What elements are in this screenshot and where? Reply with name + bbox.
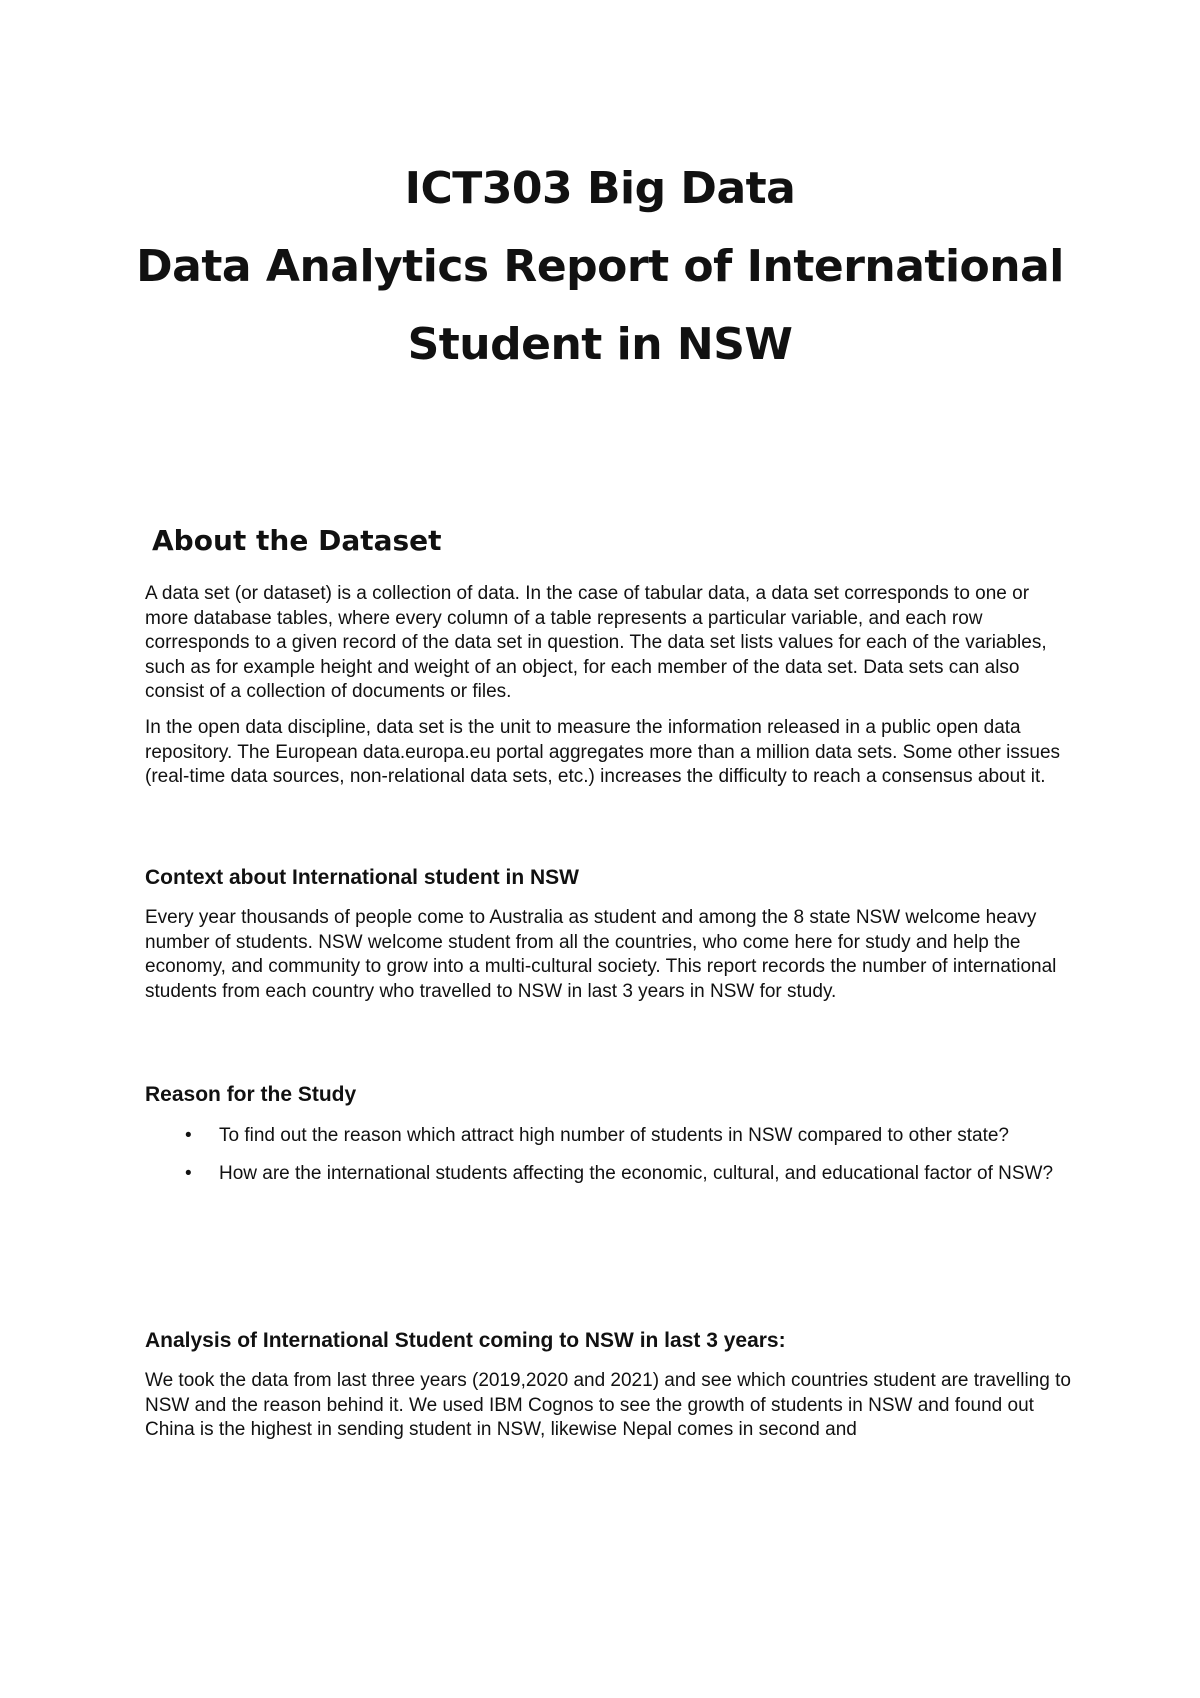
list-item: [145, 1124, 1075, 1149]
about-paragraph-2: In the open data discipline, data set is the unit to measure the information released in a public open data repository. The European data.europa.eu portal aggregates more than a million data sets. Some other issues (real-time data sources, non-relational data sets, etc.) increases the difficulty to reach a consensus about it.: [145, 717, 1061, 787]
title-line-1: ICT303 Big Data: [404, 163, 796, 214]
context-paragraph: Every year thousands of people come to Australia as student and among the 8 state NSW welcome heavy number of students. NSW welcome student from all the countries, who come here for study and help the economy, and community to grow into a multi-cultural society. This report records the number of international students from each country who travelled to NSW in last 3 years in NSW for study.: [145, 907, 1057, 1002]
reason-list: [145, 1124, 1075, 1199]
reason-item-text: To find out the reason which attract high number of students in NSW compared to other state?: [219, 1125, 1009, 1146]
context-heading: Context about International student in NSW: [145, 866, 579, 889]
list-item: [145, 1162, 1075, 1187]
analysis-heading: Analysis of International Student coming to NSW in last 3 years:: [145, 1329, 786, 1352]
analysis-paragraph: We took the data from last three years (2019,2020 and 2021) and see which countries student are travelling to NSW and the reason behind it. We used IBM Cognos to see the growth of students in NSW and found out China is the highest in sending student in NSW, likewise Nepal comes in second and: [145, 1370, 1071, 1440]
document-title: [0, 150, 1200, 384]
title-line-3: Student in NSW: [407, 319, 793, 370]
bullet-icon: •: [185, 1162, 192, 1184]
bullet-icon: •: [185, 1125, 192, 1146]
title-line-2: Data Analytics Report of International: [136, 241, 1064, 292]
about-dataset-heading: About the Dataset: [152, 524, 442, 557]
reason-item-text: How are the international students affecting the economic, cultural, and educational factor of NSW?: [219, 1162, 1054, 1184]
about-paragraph-1: A data set (or dataset) is a collection of data. In the case of tabular data, a data set corresponds to one or more database tables, where every column of a table represents a particular variable, and each row corresponds to a given record of the data set in question. The data set lists values for each of the variables, such as for example height and weight of an object, for each member of the data set. Data sets can also consist of a collection of documents or files.: [145, 583, 1047, 702]
reason-heading: Reason for the Study: [145, 1083, 357, 1106]
